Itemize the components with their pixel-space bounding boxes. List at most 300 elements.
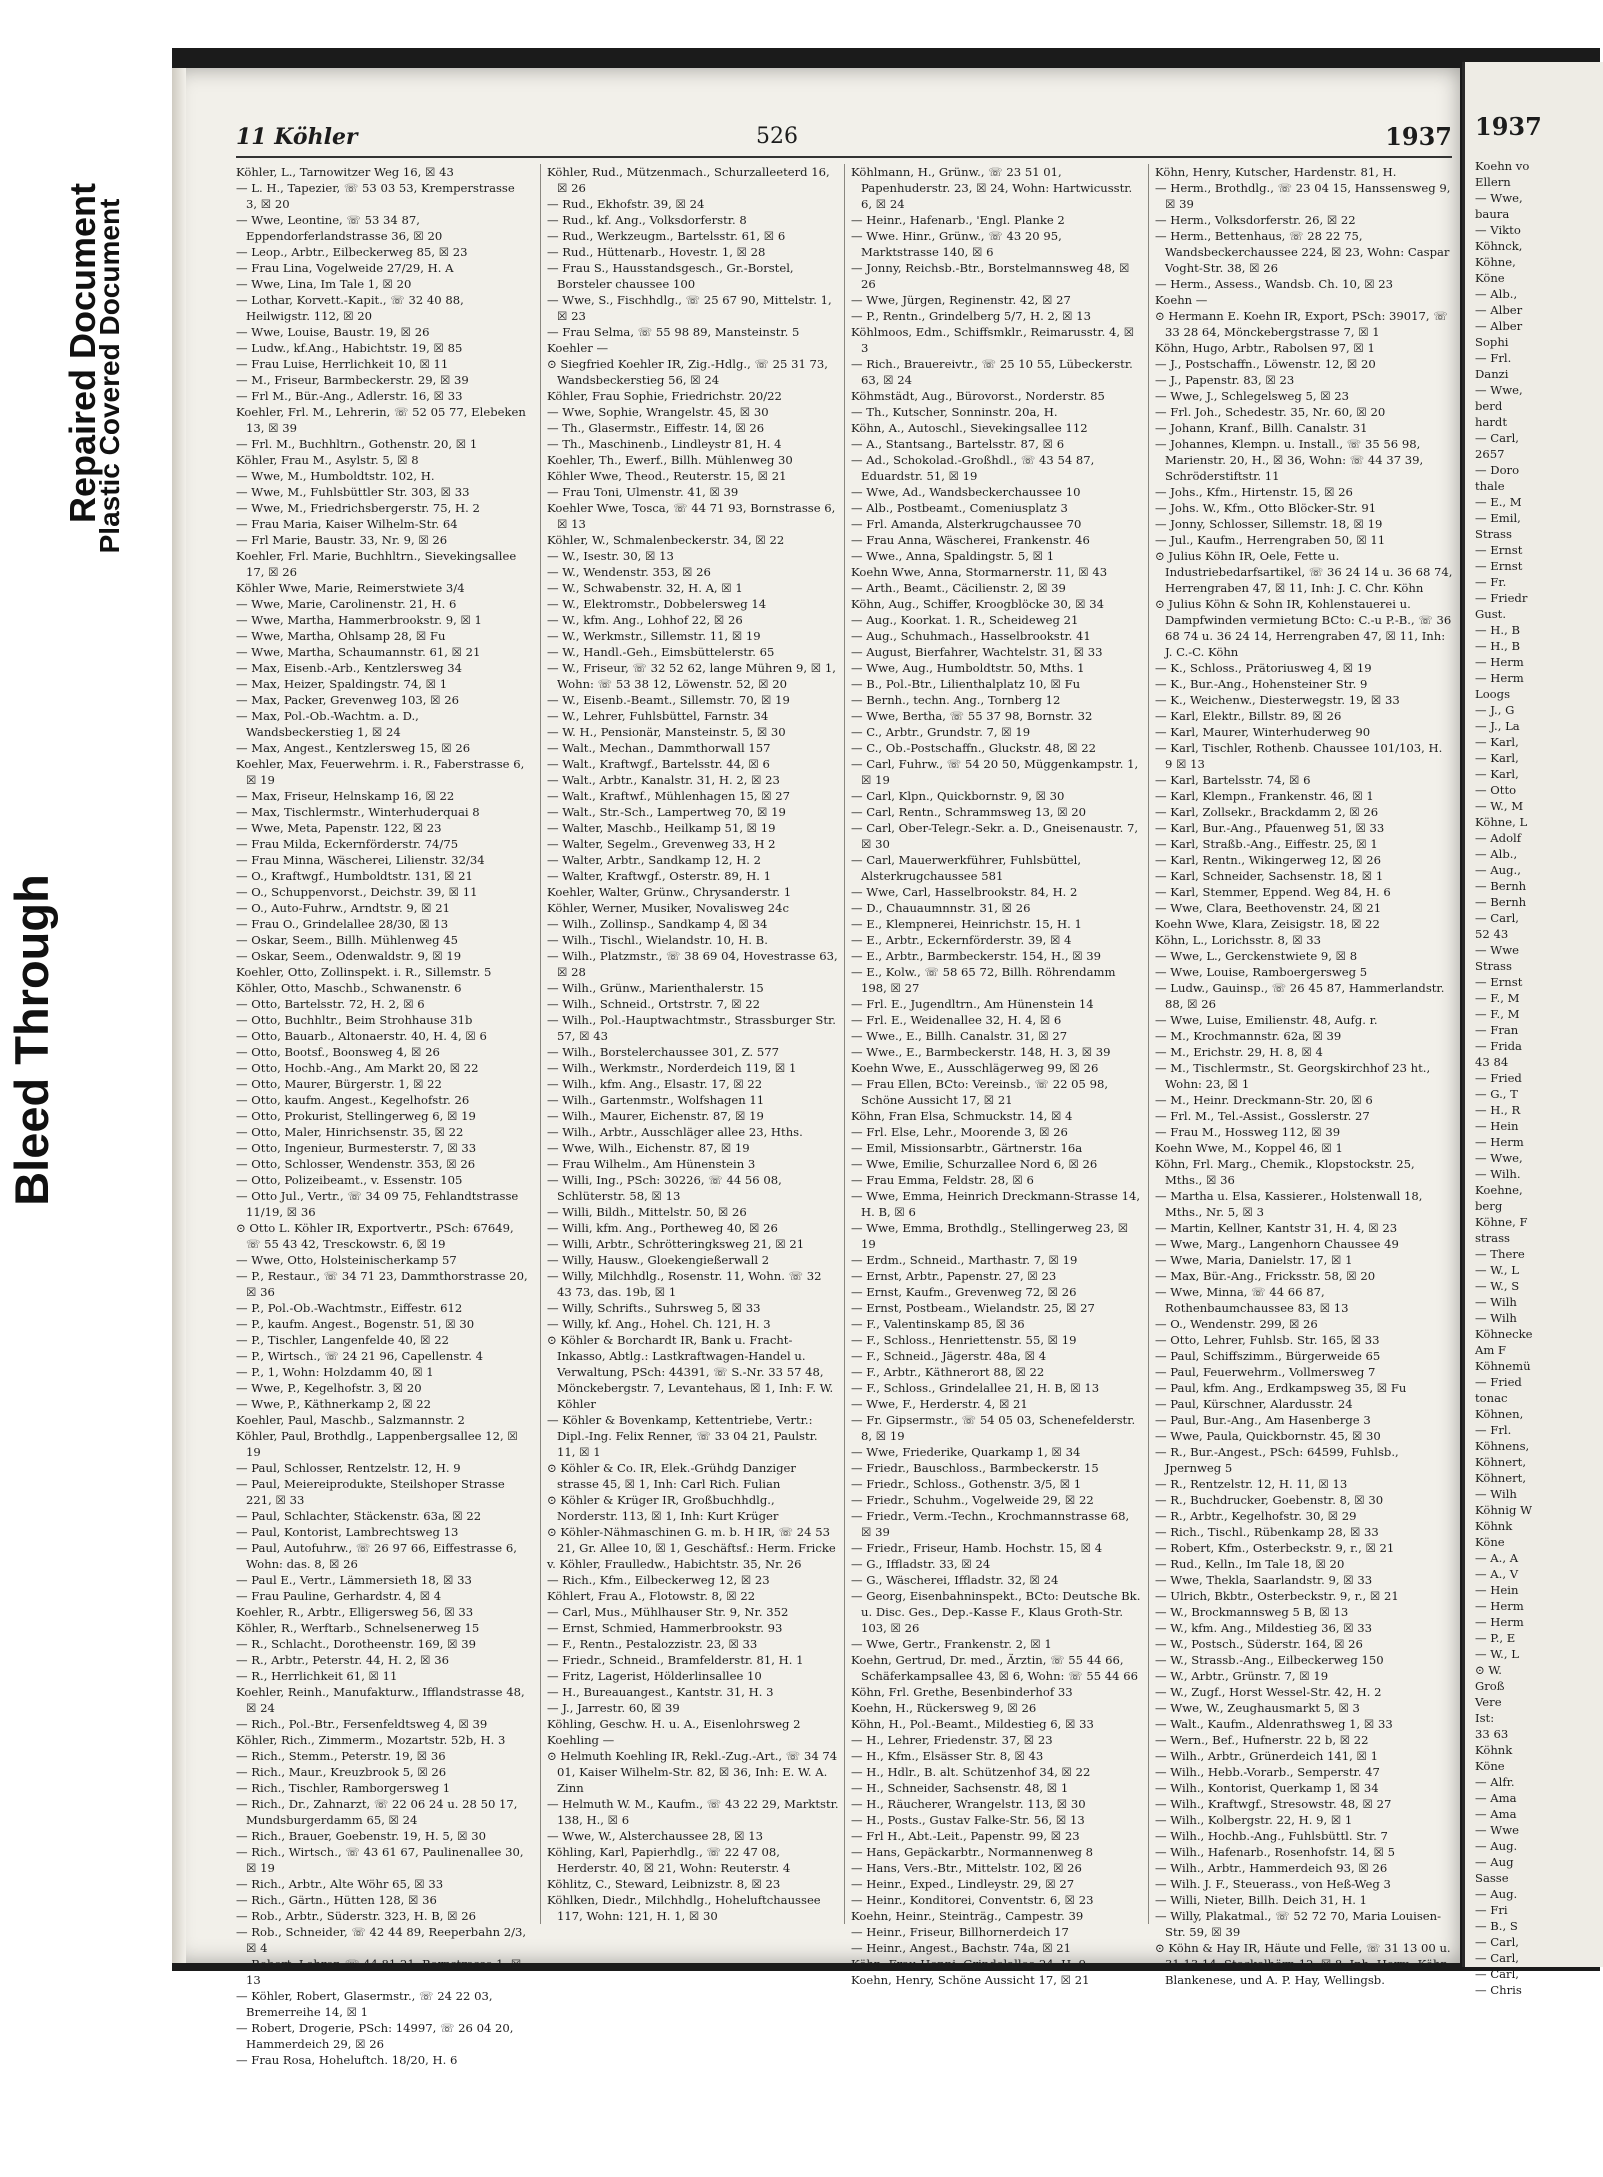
directory-entry: — Frau M., Hossweg 112, ☒ 39 [1155,1125,1341,1139]
directory-entry: — Rich., Brauereivtr., ☏ 25 10 55, Lübeckerstr. 63, ☒ 24 [851,357,1133,387]
directory-entry: — Wwe, Lina, Im Tale 1, ☒ 20 [236,277,412,291]
directory-entry: — Th., Maschinenb., Lindleystr 81, H. 4 [547,437,782,451]
adjacent-page-line: — Ama [1475,1807,1517,1821]
directory-entry: — Carl, Klpn., Quickbornstr. 9, ☒ 30 [851,789,1065,803]
directory-entry: — E., Kolw., ☏ 58 65 72, Billh. Röhrendamm 198, ☒ 27 [851,965,1116,995]
directory-entry: Köhn, Frl. Grethe, Besenbinderhof 33 [851,1685,1073,1699]
directory-entry: ⊙ Julius Köhn & Sohn IR, Kohlenstauerei u. Dampfwinden vermietung BCto: C.-u P.-B., ☏ 36 68 74 u. 36 24 14, Herrengraben 47, ☒ 11, Inh: J. C.-C. Köhn [1155,597,1452,659]
adjacent-page-line: ⊙ W. [1475,1663,1502,1677]
directory-entry: — Wilh., Zollinsp., Sandkamp 4, ☒ 34 [547,917,768,931]
directory-entry: — Otto, Maurer, Bürgerstr. 1, ☒ 22 [236,1077,442,1091]
adjacent-page-line: — Aug. [1475,1839,1518,1853]
adjacent-page-line: — Carl, [1475,1951,1519,1965]
directory-entry: — Walt., Arbtr., Kanalstr. 31, H. 2, ☒ 23 [547,773,780,787]
adjacent-page-line: Sophi [1475,335,1509,349]
adjacent-page-fragment [1462,62,1603,1997]
directory-entry: — Friedr., Verm.-Techn., Krochmannstrasse 68, ☒ 39 [851,1509,1130,1539]
directory-entry: — W., Arbtr., Grünstr. 7, ☒ 19 [1155,1669,1329,1683]
directory-entry: — Karl, Straßb.-Ang., Eiffestr. 25, ☒ 1 [1155,837,1378,851]
directory-entry: — W., Schwabenstr. 32, H. A, ☒ 1 [547,581,743,595]
adjacent-page-line: — Carl, [1475,1935,1519,1949]
directory-entry: — Willy, Hausw., Gloekengießerwall 2 [547,1253,770,1267]
adjacent-page-line: — Fr. [1475,575,1507,589]
adjacent-page-line: — Doro [1475,463,1520,477]
directory-entry: — C., Arbtr., Grundstr. 7, ☒ 19 [851,725,1031,739]
directory-entry: — Bernh., techn. Ang., Tornberg 12 [851,693,1061,707]
directory-entry: — Paul, Schlachter, Stäckenstr. 63a, ☒ 22 [236,1509,482,1523]
directory-entry: — K., Bur.-Ang., Hohensteiner Str. 9 [1155,677,1368,691]
directory-entry: — Rud., Kelln., Im Tale 18, ☒ 20 [1155,1557,1345,1571]
directory-entry: — Wwe, J., Schlegelsweg 5, ☒ 23 [1155,389,1350,403]
adjacent-page-line: Köhnen, [1475,1407,1524,1421]
directory-entry: — Wwe, W., Alsterchaussee 28, ☒ 13 [547,1829,763,1843]
directory-entry: — P., Pol.-Ob.-Wachtmstr., Eiffestr. 612 [236,1301,463,1315]
adjacent-page-line: — Hein [1475,1119,1519,1133]
directory-entry: — O., Auto-Fuhrw., Arndtstr. 9, ☒ 21 [236,901,450,915]
directory-entry: — Wilh., Schneid., Ortstrstr. 7, ☒ 22 [547,997,761,1011]
adjacent-page-line: 2657 [1475,447,1505,461]
adjacent-page-line: — Vikto [1475,223,1521,237]
adjacent-page-line: Köhnk [1475,1519,1513,1533]
directory-entry: — Paul, kfm. Ang., Erdkampsweg 35, ☒ Fu [1155,1381,1407,1395]
directory-entry: ⊙ Köhler & Krüger IR, Großbuchhdlg., Norderstr. 113, ☒ 1, Inh: Kurt Krüger [547,1493,779,1523]
adjacent-page-line: Strass [1475,959,1512,973]
directory-entry: — P., Rentn., Grindelberg 5/7, H. 2, ☒ 13 [851,309,1092,323]
directory-entry: — W. H., Pensionär, Mansteinstr. 5, ☒ 30 [547,725,786,739]
directory-entry: — Aug., Schuhmach., Hasselbrookstr. 41 [851,629,1091,643]
adjacent-page-line: — Wilh [1475,1295,1517,1309]
directory-entry: — Wilh., Hochb.-Ang., Fuhlsbüttl. Str. 7 [1155,1829,1388,1843]
directory-entry: — Frl Marie, Baustr. 33, Nr. 9, ☒ 26 [236,533,448,547]
directory-entry: — Rich., Gärtn., Hütten 128, ☒ 36 [236,1893,437,1907]
directory-entry: — Frau Ellen, BCto: Vereinsb., ☏ 22 05 98, Schöne Aussicht 17, ☒ 21 [851,1077,1109,1107]
directory-entry: — Max, Tischlermstr., Winterhuderquai 8 [236,805,480,819]
bleed-through-label: Bleed Through [5,874,58,1206]
page-header [236,118,1452,158]
directory-entry: — Willy, kf. Ang., Hohel. Ch. 121, H. 3 [547,1317,771,1331]
directory-entry: — Frl. M., Buchhltrn., Gothenstr. 20, ☒ 1 [236,437,478,451]
directory-entry: — Herm., Bettenhaus, ☏ 28 22 75, Wandsbeckerchaussee 224, ☒ 23, Wohn: Caspar Voght-Str. 38, ☒ 26 [1155,229,1450,275]
directory-entry: — Rud., Werkzeugm., Bartelsstr. 61, ☒ 6 [547,229,786,243]
directory-entry: — Wilh., Kraftwgf., Stresowstr. 48, ☒ 27 [1155,1797,1392,1811]
directory-entry: — W., Brockmannsweg 5 B, ☒ 13 [1155,1605,1349,1619]
directory-entry: — Friedr., Schloss., Gothenstr. 3/5, ☒ 1 [851,1477,1082,1491]
directory-entry: — Wwe, Gertr., Frankenstr. 2, ☒ 1 [851,1637,1052,1651]
adjacent-page-line: — Wilh. [1475,1167,1521,1181]
directory-entry: Koehler, Otto, Zollinspekt. i. R., Sillemstr. 5 [236,965,492,979]
directory-entry: — Wwe, P., Käthnerkamp 2, ☒ 22 [236,1397,432,1411]
directory-entry: — Otto, Hochb.-Ang., Am Markt 20, ☒ 22 [236,1061,479,1075]
directory-entry: — Wwe., E., Barmbeckerstr. 148, H. 3, ☒ 39 [851,1045,1111,1059]
directory-entry: — Leop., Arbtr., Eilbeckerweg 85, ☒ 23 [236,245,468,259]
directory-entry: — Otto, Prokurist, Stellingerweg 6, ☒ 19 [236,1109,476,1123]
directory-entry: ⊙ Otto L. Köhler IR, Exportvertr., PSch: 67649, ☏ 55 43 42, Tresckowstr. 6, ☒ 19 [236,1221,514,1251]
adjacent-page-line: — F., M [1475,991,1520,1005]
directory-entry: — Paul, Schlosser, Rentzelstr. 12, H. 9 [236,1461,461,1475]
directory-entry: — H., Kfm., Elsässer Str. 8, ☒ 43 [851,1749,1044,1763]
adjacent-page-line: — H., B [1475,623,1520,637]
adjacent-page-line: — Fried [1475,1071,1522,1085]
directory-entry: — Wwe, Ad., Wandsbeckerchaussee 10 [851,485,1081,499]
adjacent-page-line: — Bernh [1475,879,1527,893]
directory-entry: — F., Arbtr., Käthnerort 88, ☒ 22 [851,1365,1045,1379]
directory-entry: Köhn, Hugo, Arbtr., Rabolsen 97, ☒ 1 [1155,341,1375,355]
directory-entry: — Carl, Fuhrw., ☏ 54 20 50, Müggenkampstr. 1, ☒ 19 [851,757,1139,787]
directory-entry: — Jonny, Schlosser, Sillemstr. 18, ☒ 19 [1155,517,1383,531]
directory-entry: Koehler, Max, Feuerwehrm. i. R., Faberstrasse 6, ☒ 19 [236,757,525,787]
adjacent-page-line: — Wilh [1475,1311,1517,1325]
directory-entry: — Wilh., Werkmstr., Norderdeich 119, ☒ 1 [547,1061,797,1075]
adjacent-page-line: — H., B [1475,639,1520,653]
directory-entry: — Arth., Beamt., Cäcilienstr. 2, ☒ 39 [851,581,1066,595]
directory-entry: — J., Postschaffn., Löwenstr. 12, ☒ 20 [1155,357,1376,371]
directory-entry: — A., Stantsang., Bartelsstr. 87, ☒ 6 [851,437,1065,451]
directory-entry: — Otto, Maler, Hinrichsenstr. 35, ☒ 22 [236,1125,464,1139]
adjacent-page-line: — Herm [1475,1615,1524,1629]
directory-entry: — Karl, Klempn., Frankenstr. 46, ☒ 1 [1155,789,1374,803]
directory-entry: — Wilh., Platzmstr., ☏ 38 69 04, Hovestrasse 63, ☒ 28 [547,949,838,979]
adjacent-page-line: Köne [1475,1535,1505,1549]
directory-entry: — Wwe, Maria, Danielstr. 17, ☒ 1 [1155,1253,1353,1267]
directory-entry: — Carl, Mauerwerkführer, Fuhlsbüttel, Alsterkrugchaussee 581 [851,853,1082,883]
directory-entry: — Hans, Gepäckarbtr., Normannenweg 8 [851,1845,1094,1859]
directory-entry: Köhler Wwe, Marie, Reimerstwiete 3/4 [236,581,465,595]
directory-entry: Köhn, Henry, Kutscher, Hardenstr. 81, H. [1155,165,1397,179]
directory-entry: — Frau Rosa, Hoheluftch. 18/20, H. 6 [236,2053,458,2067]
directory-entry: — Wwe, Luise, Emilienstr. 48, Aufg. r. [1155,1013,1378,1027]
page-gutter [172,68,186,1963]
adjacent-page-line: — Aug [1475,1855,1514,1869]
directory-entry: — Frl. E., Jugendltrn., Am Hünenstein 14 [851,997,1094,1011]
directory-entry: — Frau Wilhelm., Am Hünenstein 3 [547,1157,756,1171]
directory-entry: — Wilh., Grünw., Marienthalerstr. 15 [547,981,764,995]
directory-entry: Köhler, Rud., Mützenmach., Schurzalleeterd 16, ☒ 26 [547,165,830,195]
directory-entry: — Ernst, Arbtr., Papenstr. 27, ☒ 23 [851,1269,1057,1283]
directory-entry: — Th., Kutscher, Sonninstr. 20a, H. [851,405,1058,419]
directory-entry: — Otto, Bartelsstr. 72, H. 2, ☒ 6 [236,997,425,1011]
directory-entry: — O., Wendenstr. 299, ☒ 26 [1155,1317,1318,1331]
directory-entry: — Rich., Maur., Kreuzbrook 5, ☒ 26 [236,1765,447,1779]
directory-entry: — Walter, Kraftwgf., Osterstr. 89, H. 1 [547,869,772,883]
adjacent-page-line: — W., M [1475,799,1524,813]
adjacent-page-line: Groß [1475,1679,1505,1693]
directory-entry: — K., Weichenw., Diesterwegstr. 19, ☒ 33 [1155,693,1400,707]
adjacent-page-line: — Karl, [1475,767,1519,781]
adjacent-page-year: 1937 [1475,112,1542,141]
adjacent-page-line: — Karl, [1475,735,1519,749]
adjacent-page-line: Danzi [1475,367,1509,381]
adjacent-page-line: — Frl. [1475,351,1512,365]
adjacent-page-line: — Wilh [1475,1487,1517,1501]
adjacent-page-line: — Frl. [1475,1423,1512,1437]
directory-entry: — Robert, Lehrer, ☏ 44 81 21, Bornstrasse 1, ☒ 13 [236,1957,522,1987]
directory-entry: Köhn, L., Lorichsstr. 8, ☒ 33 [1155,933,1322,947]
directory-entry: — Walt., Kraftwgf., Bartelsstr. 44, ☒ 6 [547,757,770,771]
directory-entry: — Wwe, W., Zeughausmarkt 5, ☒ 3 [1155,1701,1360,1715]
adjacent-page-line: tonac [1475,1391,1508,1405]
page-year: 1937 [1385,122,1452,151]
directory-entry: Köhling, Geschw. H. u. A., Eisenlohrsweg 2 [547,1717,801,1731]
directory-entry: — H., Lehrer, Friedenstr. 37, ☒ 23 [851,1733,1053,1747]
directory-entry: — Fritz, Lagerist, Hölderlinsallee 10 [547,1669,762,1683]
adjacent-page-line: Köhnck, [1475,239,1523,253]
directory-entry: Koehn Wwe, M., Koppel 46, ☒ 1 [1155,1141,1343,1155]
directory-entry: — Frau Emma, Feldstr. 28, ☒ 6 [851,1173,1034,1187]
directory-entry: — W., Wendenstr. 353, ☒ 26 [547,565,711,579]
directory-entry: — Otto, Buchhltr., Beim Strohhause 31b [236,1013,473,1027]
adjacent-page-line: — Adolf [1475,831,1522,845]
directory-entry: — R., Rentzelstr. 12, H. 11, ☒ 13 [1155,1477,1348,1491]
directory-entry: ⊙ Köhn & Hay IR, Häute und Felle, ☏ 31 13 00 u. 31 13 14, Steckelhörn 12, ☒ 8, Inh: Herm. Köhn, Blankenese, und A. P. Hay, Wellingsb. [1155,1941,1452,1987]
directory-entry: — Frl. Else, Lehr., Moorende 3, ☒ 26 [851,1125,1068,1139]
directory-entry: — Robert, Kfm., Osterbeckstr. 9, r., ☒ 21 [1155,1541,1395,1555]
adjacent-page-line: baura [1475,207,1510,221]
directory-entry: — Fr. Gipsermstr., ☏ 54 05 03, Schenefelderstr. 8, ☒ 19 [851,1413,1136,1443]
directory-entry: — Ludw., kf.Ang., Habichtstr. 19, ☒ 85 [236,341,463,355]
adjacent-page-line: Köhnens, [1475,1439,1530,1453]
directory-entry: — Karl, Bur.-Ang., Pfauenweg 51, ☒ 33 [1155,821,1385,835]
directory-entry: Köhler, L., Tarnowitzer Weg 16, ☒ 43 [236,165,454,179]
directory-entry: Köhlitz, C., Steward, Leibnizstr. 8, ☒ 23 [547,1877,781,1891]
directory-entry: — D., Chauaumnnstr. 31, ☒ 26 [851,901,1031,915]
directory-entry: — Ernst, Schmied, Hammerbrookstr. 93 [547,1621,783,1635]
adjacent-page-line: Koehne, [1475,1183,1523,1197]
adjacent-page-line: — Ernst [1475,543,1523,557]
adjacent-page-line: — Wwe, [1475,383,1523,397]
directory-entry: — Karl, Maurer, Winterhuderweg 90 [1155,725,1371,739]
directory-entry: — Willi, Bildh., Mittelstr. 50, ☒ 26 [547,1205,747,1219]
directory-entry: Köhlmann, H., Grünw., ☏ 23 51 01, Papenhuderstr. 23, ☒ 24, Wohn: Hartwicusstr. 6, ☒ 24 [851,165,1133,211]
adjacent-page-line: — Friedr [1475,591,1528,605]
directory-entry: — Ernst, Postbeam., Wielandstr. 25, ☒ 27 [851,1301,1095,1315]
directory-entry: — M., Tischlermstr., St. Georgskirchhof 23 ht., Wohn: 23, ☒ 1 [1155,1061,1431,1091]
directory-entry: ⊙ Siegfried Koehler IR, Zig.-Hdlg., ☏ 25 31 73, Wandsbeckerstieg 56, ☒ 24 [547,357,828,387]
directory-entry: — Wwe., E., Billh. Canalstr. 31, ☒ 27 [851,1029,1068,1043]
adjacent-page-line: — Herm [1475,671,1524,685]
directory-entry: — Willy, Plakatmal., ☏ 52 72 70, Maria Louisen-Str. 59, ☒ 39 [1155,1909,1442,1939]
directory-entry: — Frau Toni, Ulmenstr. 41, ☒ 39 [547,485,739,499]
adjacent-page-line: — G., T [1475,1087,1518,1101]
directory-entry: — Wilh., Pol.-Hauptwachtmstr., Strassburger Str. 57, ☒ 43 [547,1013,836,1043]
directory-entry: — Wwe, Marg., Langenhorn Chaussee 49 [1155,1237,1399,1251]
directory-entry: — Walter, Maschb., Heilkamp 51, ☒ 19 [547,821,776,835]
directory-entry: — Frau O., Grindelallee 28/30, ☒ 13 [236,917,449,931]
directory-entry: — Wwe, Louise, Ramboergersweg 5 [1155,965,1368,979]
directory-entry: — Walt., Kaufm., Aldenrathsweg 1, ☒ 33 [1155,1717,1393,1731]
directory-page [172,68,1460,2067]
directory-entry: — Rich., Dr., Zahnarzt, ☏ 22 06 24 u. 28 50 17, Mundsburgerdamm 65, ☒ 24 [236,1797,518,1827]
directory-entry: — R., Buchdrucker, Goebenstr. 8, ☒ 30 [1155,1493,1384,1507]
adjacent-page-line: — P., E [1475,1631,1516,1645]
directory-column-3 [844,164,1143,1987]
directory-entry: — Wwe, F., Herderstr. 4, ☒ 21 [851,1397,1028,1411]
adjacent-page-line: — Aug., [1475,863,1521,877]
directory-entry: — Friedr., Schneid., Bramfelderstr. 81, H. 1 [547,1653,804,1667]
adjacent-page-line: strass [1475,1231,1510,1245]
directory-entry: — Frau Selma, ☏ 55 98 89, Mansteinstr. 5 [547,325,800,339]
adjacent-page-line: Am F [1475,1343,1507,1357]
directory-entry: — Herm., Assess., Wandsb. Ch. 10, ☒ 23 [1155,277,1394,291]
directory-entry: — Heinr., Friseur, Billhornerdeich 17 [851,1925,1069,1939]
directory-entry: ⊙ Hermann E. Koehn IR, Export, PSch: 39017, ☏ 33 28 64, Mönckebergstrasse 7, ☒ 1 [1155,309,1448,339]
adjacent-page-line: — Wwe [1475,1823,1519,1837]
adjacent-page-line: — Frida [1475,1039,1522,1053]
directory-entry: — Rich., Wirtsch., ☏ 43 61 67, Paulinenallee 30, ☒ 19 [236,1845,524,1875]
directory-columns [236,164,1453,2067]
adjacent-page-line: — Otto [1475,783,1517,797]
directory-entry: — Wwe, Louise, Baustr. 19, ☒ 26 [236,325,430,339]
directory-entry: Köhn, A., Autoschl., Sievekingsallee 112 [851,421,1088,435]
directory-entry: — Wwe, Carl, Hasselbrookstr. 84, H. 2 [851,885,1078,899]
adjacent-page-line: — H., R [1475,1103,1521,1117]
adjacent-page-line: — B., S [1475,1919,1518,1933]
directory-entry: — Willi, kfm. Ang., Portheweg 40, ☒ 26 [547,1221,778,1235]
directory-entry: — W., Zugf., Horst Wessel-Str. 42, H. 2 [1155,1685,1382,1699]
directory-entry: — Willi, Ing., PSch: 30226, ☏ 44 56 08, Schlüterstr. 58, ☒ 13 [547,1173,782,1203]
directory-entry: — Paul, Bur.-Ang., Am Hasenberge 3 [1155,1413,1371,1427]
adjacent-page-line: — A., A [1475,1551,1519,1565]
directory-column-2 [540,164,839,1924]
adjacent-page-line: Köhnig W [1475,1503,1532,1517]
plastic-covered-label: Plastic Covered Document [94,198,125,554]
directory-entry: — Robert, Drogerie, PSch: 14997, ☏ 26 04 20, Hammerdeich 29, ☒ 26 [236,2021,514,2051]
directory-entry: — Wwe, Martha, Schaumannstr. 61, ☒ 21 [236,645,481,659]
directory-entry: — Rich., Tischler, Ramborgersweg 1 [236,1781,451,1795]
directory-entry: ⊙ Köhler & Co. IR, Elek.-Grühdg Danziger strasse 45, ☒ 1, Inh: Carl Rich. Fulian [547,1461,796,1491]
directory-entry: Koehling — [547,1733,615,1747]
adjacent-page-line: Köhnk [1475,1743,1513,1757]
directory-entry: — M., Friseur, Barmbeckerstr. 29, ☒ 39 [236,373,469,387]
directory-entry: — Willi, Nieter, Billh. Deich 31, H. 1 [1155,1893,1368,1907]
adjacent-page-line: — Alb., [1475,847,1518,861]
adjacent-page-line: — Fri [1475,1903,1508,1917]
directory-entry: — Ulrich, Bkbtr., Osterbeckstr. 9, r., ☒ 21 [1155,1589,1399,1603]
directory-entry: — Frau Luise, Herrlichkeit 10, ☒ 11 [236,357,449,371]
adjacent-page-line: Koehn vo [1475,159,1530,173]
directory-entry: — Frl. M., Tel.-Assist., Gosslerstr. 27 [1155,1109,1370,1123]
directory-entry: — Wilh., kfm. Ang., Elsastr. 17, ☒ 22 [547,1077,763,1091]
adjacent-page-line: berd [1475,399,1503,413]
directory-entry: Koehler, Walter, Grünw., Chrysanderstr. 1 [547,885,792,899]
directory-entry: — Johs., Kfm., Hirtenstr. 15, ☒ 26 [1155,485,1353,499]
adjacent-page-line: — Herm [1475,655,1524,669]
directory-entry: — Wilh., Tischl., Wielandstr. 10, H. B. [547,933,768,947]
directory-entry: Köhler, Otto, Maschb., Schwanenstr. 6 [236,981,462,995]
directory-entry: Koehler — [547,341,609,355]
adjacent-page-line: — A., V [1475,1567,1519,1581]
directory-entry: — Rud., kf. Ang., Volksdorferstr. 8 [547,213,747,227]
directory-entry: Köhlmoos, Edm., Schiffsmklr., Reimarusstr. 4, ☒ 3 [851,325,1135,355]
directory-entry: — Walt., Str.-Sch., Lampertweg 70, ☒ 19 [547,805,786,819]
directory-entry: — Otto, Lehrer, Fuhlsb. Str. 165, ☒ 33 [1155,1333,1380,1347]
directory-entry: — Karl, Stemmer, Eppend. Weg 84, H. 6 [1155,885,1391,899]
directory-entry: — Wwe, M., Humboldtstr. 102, H. [236,469,435,483]
adjacent-page-line: — Karl, [1475,751,1519,765]
directory-column-1 [236,164,528,2067]
page-number: 526 [756,124,798,149]
directory-entry: — Wwe, Bertha, ☏ 55 37 98, Bornstr. 32 [851,709,1093,723]
directory-entry: — W., Eisenb.-Beamt., Sillemstr. 70, ☒ 19 [547,693,790,707]
repaired-document-label: Repaired Document [62,182,103,524]
directory-entry: — Oskar, Seem., Odenwaldstr. 9, ☒ 19 [236,949,462,963]
directory-entry: Köhlken, Diedr., Milchhdlg., Hoheluftchaussee 117, Wohn: 121, H. 1, ☒ 30 [547,1893,821,1923]
directory-entry: — F., Schneid., Jägerstr. 48a, ☒ 4 [851,1349,1047,1363]
directory-entry: — Frau Pauline, Gerhardstr. 4, ☒ 4 [236,1589,442,1603]
directory-entry: Köhn, Frl. Marg., Chemik., Klopstockstr. 25, Mths., ☒ 36 [1155,1157,1415,1187]
directory-entry: — Wilh., Hebb.-Vorarb., Semperstr. 47 [1155,1765,1380,1779]
directory-entry: Koehler, Frl. Marie, Buchhltrn., Sievekingsallee 17, ☒ 26 [236,549,517,579]
directory-entry: — Herm., Volksdorferstr. 26, ☒ 22 [1155,213,1356,227]
adjacent-page-line: — J., G [1475,703,1515,717]
adjacent-page-line: Strass [1475,527,1512,541]
directory-entry: — Otto, Bootsf., Boonsweg 4, ☒ 26 [236,1045,440,1059]
directory-entry: Köhmstädt, Aug., Bürovorst., Norderstr. 85 [851,389,1105,403]
directory-entry: — Max, Eisenb.-Arb., Kentzlersweg 34 [236,661,462,675]
adjacent-page-line: Köhne, F [1475,1215,1528,1229]
directory-entry: — Rud., Ekhofstr. 39, ☒ 24 [547,197,705,211]
directory-entry: Köhler, R., Werftarb., Schnelsenerweg 15 [236,1621,480,1635]
adjacent-page-line: — W., S [1475,1279,1520,1293]
directory-entry: — Walter, Arbtr., Sandkamp 12, H. 2 [547,853,762,867]
directory-entry: Koehler, Paul, Maschb., Salzmannstr. 2 [236,1413,465,1427]
directory-entry: Koehn Wwe, E., Ausschlägerweg 99, ☒ 26 [851,1061,1099,1075]
adjacent-page-line: — Alber [1475,303,1523,317]
adjacent-page-line: Köhnecke [1475,1327,1533,1341]
directory-entry: — Herm., Brothdlg., ☏ 23 04 15, Hanssensweg 9, ☒ 39 [1155,181,1451,211]
directory-entry: — W., Elektromstr., Dobbelersweg 14 [547,597,767,611]
directory-entry: — Frl. Amanda, Alsterkrugchaussee 70 [851,517,1082,531]
adjacent-page-line: Köhnert, [1475,1455,1527,1469]
directory-entry: — J., Jarrestr. 60, ☒ 39 [547,1701,680,1715]
directory-entry: Köhling, Karl, Papierhdlg., ☏ 22 47 08, Herderstr. 40, ☒ 21, Wohn: Reuterstr. 4 [547,1845,791,1875]
adjacent-page-line: — Ama [1475,1791,1517,1805]
directory-entry: Koehn Wwe, Klara, Zeisigstr. 18, ☒ 22 [1155,917,1380,931]
directory-entry: — Wwe, M., Friedrichsbergerstr. 75, H. 2 [236,501,480,515]
directory-entry: — Otto, Polizeibeamt., v. Essenstr. 105 [236,1173,463,1187]
directory-entry: — Paul, Meiereiprodukte, Steilshoper Strasse 221, ☒ 33 [236,1477,505,1507]
adjacent-page-line: Gust. [1475,607,1507,621]
adjacent-page-line: Köhnemü [1475,1359,1531,1373]
section-heading: 11 Köhler [236,124,358,150]
directory-entry: ⊙ Helmuth Koehling IR, Rekl.-Zug.-Art., ☏ 34 74 01, Kaiser Wilhelm-Str. 82, ☒ 36, Inh: E. W. A. Zinn [547,1749,838,1795]
directory-entry: — K., Schloss., Prätoriusweg 4, ☒ 19 [1155,661,1372,675]
directory-entry: — Wwe, Emilie, Schurzallee Nord 6, ☒ 26 [851,1157,1098,1171]
directory-entry: — Ad., Schokolad.-Großhdl., ☏ 43 54 87, Eduardstr. 51, ☒ 19 [851,453,1095,483]
directory-entry: Koehler, Th., Ewerf., Billh. Mühlenweg 30 [547,453,793,467]
adjacent-page-line: Köne [1475,1759,1505,1773]
adjacent-page-line: — Carl, [1475,431,1519,445]
directory-entry: — Ludw., Gauinsp., ☏ 26 45 87, Hammerlandstr. 88, ☒ 26 [1155,981,1445,1011]
directory-entry: — Friedr., Bauschloss., Barmbeckerstr. 15 [851,1461,1099,1475]
directory-entry: — Otto, Ingenieur, Burmesterstr. 7, ☒ 33 [236,1141,477,1155]
directory-entry: — C., Ob.-Postschaffn., Gluckstr. 48, ☒ 22 [851,741,1096,755]
directory-entry: — Frl. Joh., Schedestr. 35, Nr. 60, ☒ 20 [1155,405,1386,419]
directory-entry: — Oskar, Seem., Billh. Mühlenweg 45 [236,933,458,947]
directory-entry: — Rud., Hüttenarb., Hovestr. 1, ☒ 28 [547,245,766,259]
directory-entry: — M., Krochmannstr. 62a, ☒ 39 [1155,1029,1342,1043]
directory-entry: — Max, Pol.-Ob.-Wachtm. a. D., Wandsbeckerstieg 1, ☒ 24 [236,709,419,739]
directory-entry: — W., Friseur, ☏ 32 52 62, lange Mühren 9, ☒ 1, Wohn: ☏ 53 38 12, Löwenstr. 52, ☒ 20 [547,661,836,691]
directory-entry: — Karl, Rentn., Wikingerweg 12, ☒ 26 [1155,853,1382,867]
directory-entry: — M., Heinr. Dreckmann-Str. 20, ☒ 6 [1155,1093,1373,1107]
directory-entry: — G., Iffladstr. 33, ☒ 24 [851,1557,991,1571]
directory-entry: — R., Arbtr., Peterstr. 44, H. 2, ☒ 36 [236,1653,450,1667]
directory-entry: — Rich., Tischl., Rübenkamp 28, ☒ 33 [1155,1525,1379,1539]
directory-entry: — Rich., Arbtr., Alte Wöhr 65, ☒ 33 [236,1877,444,1891]
directory-entry: — R., Schlacht., Dorotheenstr. 169, ☒ 39 [236,1637,476,1651]
directory-entry: — W., kfm. Ang., Mildestieg 36, ☒ 33 [1155,1621,1373,1635]
directory-entry: — Wwe, Emma, Heinrich Dreckmann-Strasse 14, H. B, ☒ 6 [851,1189,1141,1219]
